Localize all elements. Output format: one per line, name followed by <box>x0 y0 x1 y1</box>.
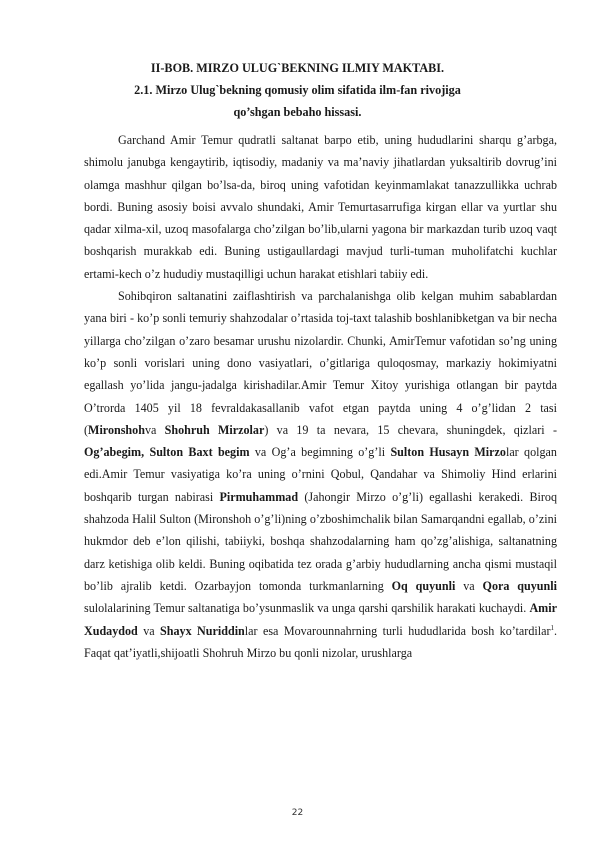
bold-name: Sulton Husayn Mirzo <box>390 445 506 460</box>
text-run: . Faqat qat’iyatli,shijoatli Shohruh Mirzo bu qonli nizolar, urushlarga <box>84 623 558 660</box>
section-title-line-2: qo’shgan bebaho hissasi. <box>233 105 362 119</box>
bold-name: Mironshoh <box>88 422 145 437</box>
text-run: lar esa Movarounnahrning turli hududlarida bosh ko’tardilar <box>244 623 551 638</box>
text-run: (Jahongir Mirzo o’g’li) egallashi kerakedi. Biroq shahzoda Halil Sulton (Mironshoh o’g’li)ning o’zboshimchalik bilan Samarqandni egallab, o’zini hukmdor deb e’lon qilishi, tabiiyki, boshqa shahzodalarning ham qo’zg’alishiga, saltanatning darz ketishiga olib keldi. Buning oqibatida tez orada g’arbiy hududlarning ancha qismi mustaqil bo’lib ajralib ketdi. Ozarbayjon tomonda turkmanlarning <box>84 489 557 593</box>
paragraph-1: Garchand Amir Temur qudratli saltanat barpo etib, uning hududlarini sharqu g’arbga, shimolu janubga kengaytirib, iqtisodiy, madaniy va ma’naviy jihatlardan yuksaltirib dovrug’ini olamga mashhur qilgan bo’lsa-da, biroq uning vafotidan keyinmamlakat tanazzullikka uchrab bordi. Buning asosiy boisi avvalo shundaki, Amir Temurtasarrufiga kirgan ellar va yurtlar shu qadar xilma-xil, uzoq masofalarga cho’zilgan bo’lib,ularni yagona bir markazdan turib uzoq vaqt boshqarish murakkab edi. Buning ustigaullardagi mavjud turli-tuman muholifatchi kuchlar ertami-kech o’z hududiy mustaqilligi uchun harakat etishlari tabiiy edi. <box>84 133 557 281</box>
paragraph-2 <box>84 285 557 664</box>
bold-name: Pirmuhammad <box>219 489 299 504</box>
text-run: lar qolgan edi.Amir Temur vasiyatiga ko’ra uning o’rnini Qobul, Qandahar va Shimoliy Hind erlarini boshqarib turgan nabirasi <box>84 445 557 504</box>
text-run: sulolalarining Temur saltanatiga bo’ysunmaslik va unga qarshi qarshilik harakati kuchaydi. <box>84 601 530 616</box>
bold-name: Og’abegim, Sulton Baxt begim <box>84 445 250 460</box>
text-run: ) va 19 ta nevara, 15 chevara, shuningdek, qizlari - <box>264 422 557 437</box>
bold-name: Shayx Nuriddin <box>160 623 245 638</box>
bold-name: Amir Xudaydod <box>84 601 557 638</box>
footnote-marker[interactable]: 1 <box>550 623 554 632</box>
chapter-title: II-BOB. MIRZO ULUG`BEKNING ILMIY MAKTABI. <box>150 61 445 75</box>
body-text <box>84 129 557 664</box>
text-run: va Og’a begimning o’g’li <box>249 445 391 460</box>
page-number: 22 <box>291 808 304 818</box>
section-title-line-1: 2.1. Mirzo Ulug`bekning qomusiy olim sifatida ilm-fan rivojiga <box>134 83 461 97</box>
text-run: va <box>455 578 483 593</box>
text-run: Sohibqiron saltanatini zaiflashtirish va parchalanishga olib kelgan muhim sabablardan yana biri - ko’p sonli temuriy shahzodalar o’rtasida toj-taxt talashib boshlanibketgan va bir necha yillarga cho’zilgan o’zaro besamar urushu nizolardir. Chunki, AmirTemur vafotidan so’ng uning ko’p sonli vorislari uning dono vasiyatlari, o’gitlariga quloqosmay, markaziy hokimiyatni egallash yo’lida jangu-jadalga kirishadilar.Amir Temur Xitoy yurishiga otlangan bir paytda O’trorda 1405 yil 18 fevraldakasallanib vafot etgan paytda uning 4 o’g’lidan 2 tasi ( <box>84 289 557 437</box>
bold-name: Shohruh Mirzolar <box>164 422 265 437</box>
bold-name: Qora quyunli <box>482 578 557 593</box>
text-run: va <box>144 422 165 437</box>
bold-name: Oq quyunli <box>391 578 456 593</box>
text-run: va <box>137 623 161 638</box>
